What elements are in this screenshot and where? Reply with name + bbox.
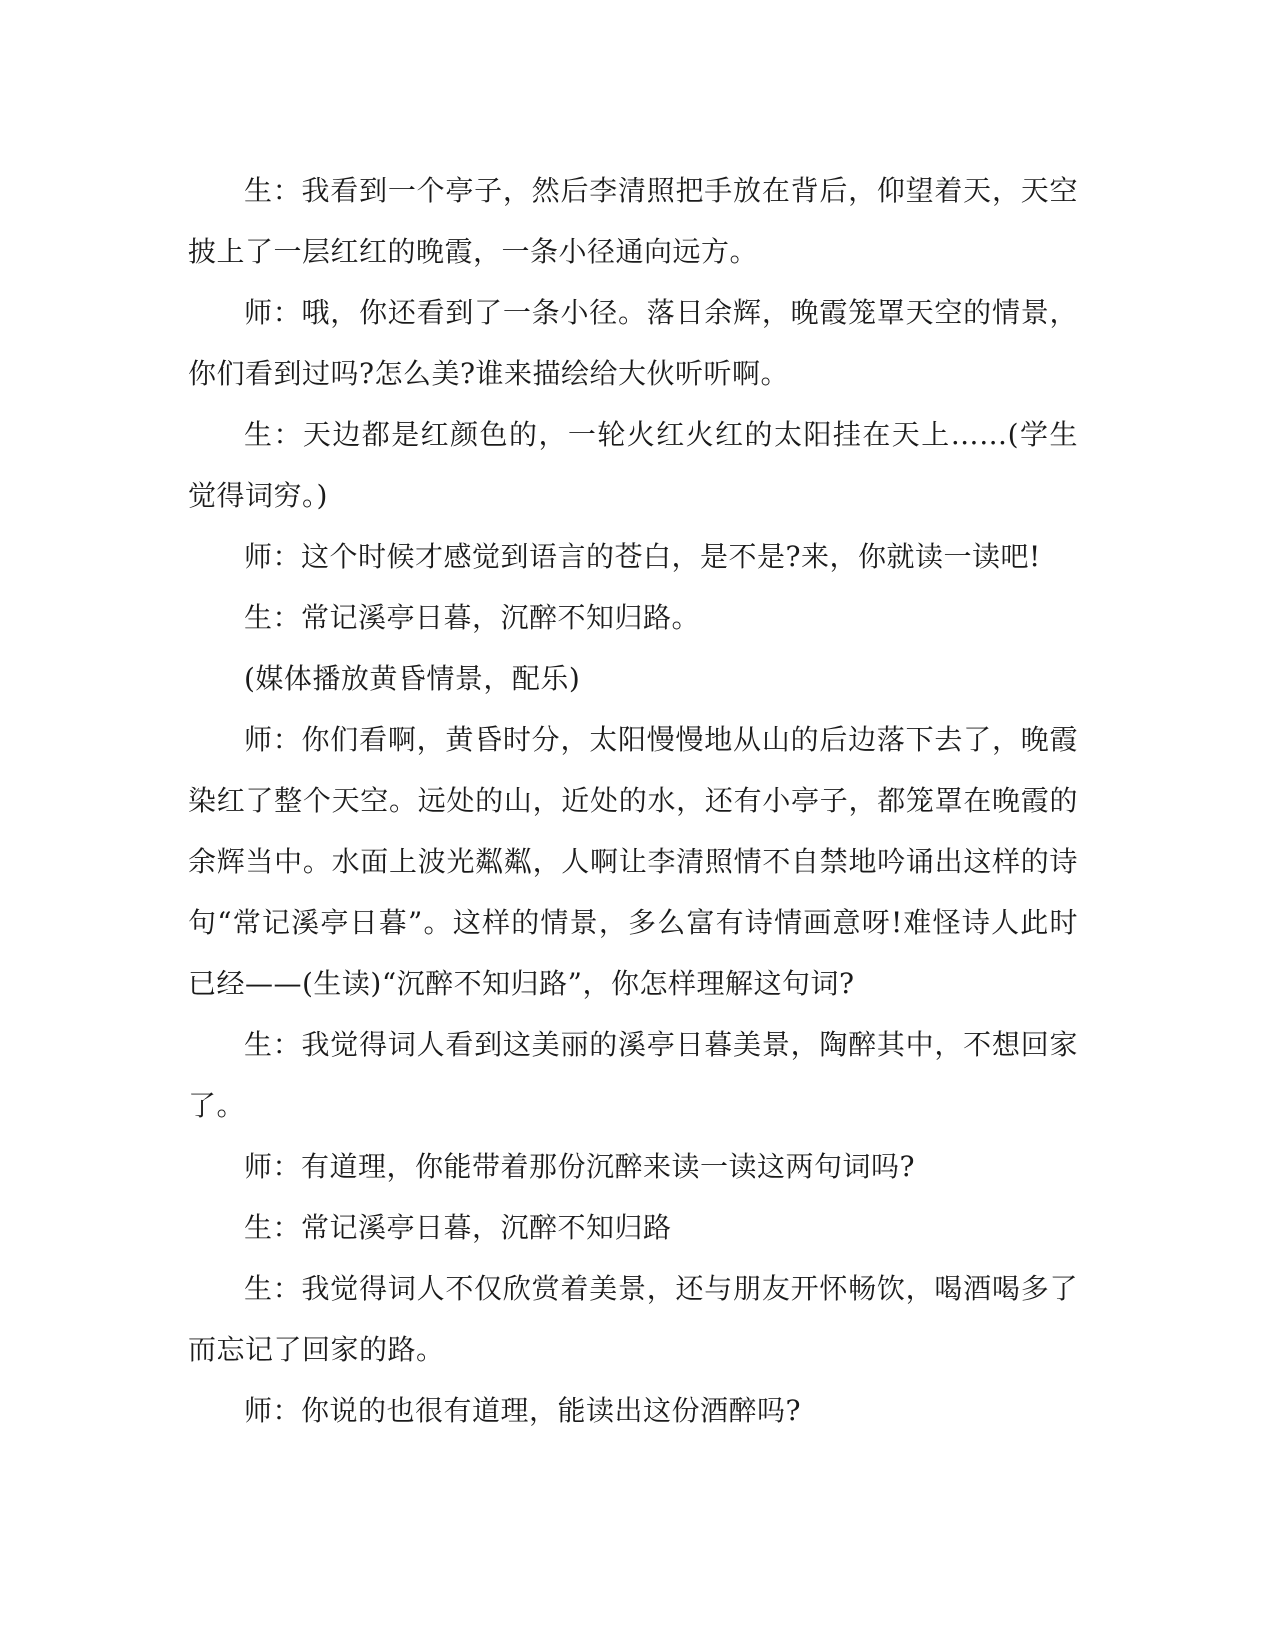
paragraph-teacher-path: 师：哦，你还看到了一条小径。落日余辉，晚霞笼罩天空的情景，你们看到过吗?怎么美?谁来描绘给大伙听听啊。 xyxy=(188,296,1078,390)
paragraph-teacher-reasonable: 师：有道理，你能带着那份沉醉来读一读这两句词吗? xyxy=(244,1150,916,1183)
paragraph-teacher-read: 师：这个时候才感觉到语言的苍白，是不是?来，你就读一读吧! xyxy=(244,540,1041,573)
document-body xyxy=(188,160,1078,1441)
paragraph-student-recite-1: 生：常记溪亭日暮，沉醉不知归路。 xyxy=(244,601,701,634)
paragraph-student-pavilion: 生：我看到一个亭子，然后李清照把手放在背后，仰望着天，天空披上了一层红红的晚霞，一条小径通向远方。 xyxy=(188,174,1078,268)
paragraph-student-recite-2: 生：常记溪亭日暮，沉醉不知归路 xyxy=(244,1211,672,1244)
paragraph-teacher-drunk: 师：你说的也很有道理，能读出这份酒醉吗? xyxy=(244,1394,802,1427)
paragraph-student-drinking: 生：我觉得词人不仅欣赏着美景，还与朋友开怀畅饮，喝酒喝多了而忘记了回家的路。 xyxy=(188,1272,1078,1366)
paragraph-student-sky: 生：天边都是红颜色的，一轮火红火红的太阳挂在天上……(学生觉得词穷。) xyxy=(188,418,1078,512)
paragraph-media-note: (媒体播放黄昏情景，配乐) xyxy=(244,662,581,695)
paragraph-student-intoxicated: 生：我觉得词人看到这美丽的溪亭日暮美景，陶醉其中，不想回家了。 xyxy=(188,1028,1078,1122)
paragraph-teacher-dusk: 师：你们看啊，黄昏时分，太阳慢慢地从山的后边落下去了，晚霞染红了整个天空。远处的山，近处的水，还有小亭子，都笼罩在晚霞的余辉当中。水面上波光粼粼，人啊让李清照情不自禁地吟诵出这样的诗句“常记溪亭日暮”。这样的情景，多么富有诗情画意呀!难怪诗人此时已经——(生读)“沉醉不知归路”，你怎样理解这句词? xyxy=(188,723,1078,1000)
